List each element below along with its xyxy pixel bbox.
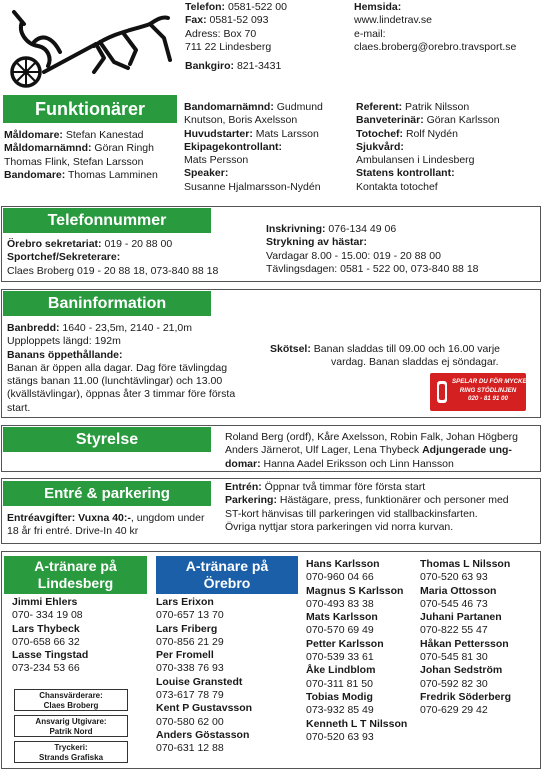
info-value: Stefan Kanestad bbox=[62, 129, 144, 141]
baninformation-title: Baninformation bbox=[47, 295, 167, 312]
styrelse-line1: Roland Berg (ordf), Kåre Axelsson, Robin Falk, Johan Högberg bbox=[225, 431, 518, 443]
info-line bbox=[184, 114, 354, 127]
trainer-name: Juhani Partanen bbox=[420, 611, 502, 624]
styrelse-members bbox=[225, 431, 539, 471]
info-value: start. bbox=[7, 401, 31, 414]
info-line bbox=[7, 362, 267, 375]
info-line bbox=[266, 250, 538, 263]
trainer-phone: 070-570 69 49 bbox=[306, 624, 374, 637]
info-label: Statens kontrollant: bbox=[356, 167, 455, 180]
entren-value: Öppnar två timmar före första start bbox=[261, 481, 426, 493]
trainer-phone: 070-520 63 93 bbox=[420, 571, 488, 584]
info-line bbox=[4, 129, 182, 142]
trainer-name: Lars Thybeck bbox=[12, 622, 80, 635]
info-line bbox=[266, 263, 538, 276]
info-line bbox=[184, 154, 354, 167]
lindesberg-list bbox=[12, 596, 147, 676]
info-line bbox=[4, 142, 182, 155]
info-line bbox=[7, 388, 267, 401]
ansvarig-utgivare-name: Patrik Nord bbox=[49, 727, 93, 736]
info-label: Sjukvård: bbox=[356, 140, 404, 153]
info-value: Thomas Lamminen bbox=[65, 168, 158, 181]
trainer-phone: 070-493 83 38 bbox=[306, 597, 374, 610]
entreavgifter-label: Entréavgifter: Vuxna 40:- bbox=[7, 512, 131, 524]
adress: Adress: Box 70 bbox=[185, 27, 257, 40]
chansvarderare-label: Chansvärderare: bbox=[39, 691, 103, 700]
contact-block bbox=[185, 1, 345, 73]
funktionarer-col2 bbox=[184, 101, 354, 194]
info-label: Huvudstarter: bbox=[184, 127, 253, 140]
info-label: Inskrivning: bbox=[266, 223, 326, 235]
info-line bbox=[184, 167, 354, 180]
trainer-name: Kenneth L T Nilsson bbox=[306, 717, 408, 730]
skotsel-label: Skötsel: bbox=[270, 343, 311, 355]
skotsel-line2: vardag. Banan sladdas ej söndagar. bbox=[331, 356, 499, 369]
info-value: Kontakta totochef bbox=[356, 180, 438, 193]
trainer-name: Jimmi Ehlers bbox=[12, 596, 78, 608]
info-line bbox=[7, 402, 267, 415]
info-value: (kvällstävlingar), öppnas åter 3 timmar före första bbox=[7, 388, 236, 401]
entreavgifter-line2: 18 år fri entré. Drive-In 40 kr bbox=[7, 525, 139, 538]
info-value: Knutson, Boris Axelsson bbox=[184, 114, 298, 127]
atranare-orebro-header bbox=[156, 556, 298, 594]
trainer-phone: 073-932 85 49 bbox=[306, 704, 374, 717]
funktionarer-col1 bbox=[4, 129, 182, 182]
info-line bbox=[7, 349, 267, 362]
trainer-name: Louise Granstedt bbox=[156, 675, 243, 688]
info-line bbox=[184, 181, 354, 194]
trotting-horse-logo bbox=[4, 2, 176, 90]
trainer-name: Thomas L Nilsson bbox=[420, 558, 511, 570]
trainer-name: Tobias Modig bbox=[306, 690, 373, 703]
info-label: Måldomare: bbox=[4, 129, 63, 141]
info-line bbox=[4, 156, 182, 169]
trainer-phone: 070-822 55 47 bbox=[420, 624, 488, 637]
info-label: Banbredd: bbox=[7, 322, 60, 334]
parkering-value: Hästägare, press, funktionärer och personer med bbox=[276, 494, 509, 507]
ort: 711 22 Lindesberg bbox=[185, 40, 272, 53]
info-value: Göran Karlsson bbox=[423, 114, 500, 127]
trainer-name: Fredrik Söderberg bbox=[420, 690, 512, 703]
styrelse-title: Styrelse bbox=[75, 431, 139, 448]
lindesberg-title-line2: Lindesberg bbox=[37, 575, 114, 591]
telefon-label: Telefon: bbox=[185, 1, 226, 13]
orebro-col1 bbox=[156, 596, 296, 756]
trainer-name: Lars Erixon bbox=[156, 596, 214, 608]
baninformation-header bbox=[3, 291, 211, 316]
chansvarderare-name: Claes Broberg bbox=[43, 701, 99, 710]
info-value: Mats Larsson bbox=[252, 127, 319, 140]
orebro-col2 bbox=[306, 558, 418, 744]
telefonnummer-title: Telefonnummer bbox=[47, 212, 167, 229]
trainer-phone: 070-658 66 32 bbox=[12, 635, 80, 648]
tryckeri-label: Tryckeri: bbox=[54, 743, 88, 752]
skotsel-block bbox=[270, 343, 538, 370]
trainer-phone: 073-234 53 66 bbox=[12, 662, 80, 675]
info-value: Gudmund bbox=[273, 101, 323, 113]
entreavgifter-block bbox=[7, 512, 222, 539]
trainer-phone: 070-856 21 29 bbox=[156, 635, 224, 648]
trainer-name: Hans Karlsson bbox=[306, 558, 380, 570]
trainer-phone: 070-545 81 30 bbox=[420, 651, 488, 664]
info-line bbox=[7, 375, 267, 388]
info-label: Speaker: bbox=[184, 167, 229, 180]
trainer-name: Magnus S Karlsson bbox=[306, 584, 404, 597]
info-line bbox=[7, 265, 262, 278]
info-label: Totochef: bbox=[356, 127, 404, 140]
orebro-title-line2: Örebro bbox=[203, 575, 251, 591]
entre-title: Entré & parkering bbox=[44, 485, 170, 502]
info-label: Banveterinär: bbox=[356, 114, 424, 127]
info-line bbox=[356, 154, 541, 167]
info-label: Sportchef/Sekreterare: bbox=[7, 251, 121, 264]
trainer-name: Kent P Gustavsson bbox=[156, 702, 253, 715]
telefon-value: 0581-522 00 bbox=[227, 1, 287, 13]
email-label: e-mail: bbox=[354, 27, 386, 40]
bankgiro-value: 821-3431 bbox=[236, 60, 282, 73]
trainer-name: Johan Sedström bbox=[420, 664, 503, 677]
trainer-phone: 070-592 82 30 bbox=[420, 677, 488, 690]
ad-line3: 020 - 81 91 00 bbox=[468, 395, 508, 402]
entre-header bbox=[3, 481, 211, 506]
baninformation-left bbox=[7, 322, 267, 415]
adjungerade-label-cont: domar: bbox=[225, 457, 261, 470]
info-label: Bandomare: bbox=[4, 168, 66, 181]
parkering-block bbox=[225, 481, 539, 534]
info-label: Måldomarnämnd: bbox=[4, 142, 92, 155]
ad-line2: RING STÖDLINJEN bbox=[459, 386, 517, 394]
info-value: 1640 - 23,5m, 2140 - 21,0m bbox=[59, 322, 192, 334]
info-label: Bandomarnämnd: bbox=[184, 101, 274, 113]
info-line bbox=[7, 335, 267, 348]
funktionarer-col3 bbox=[356, 101, 541, 194]
info-line bbox=[356, 181, 541, 194]
info-line bbox=[184, 101, 354, 114]
trainer-name: Åke Lindblom bbox=[306, 664, 376, 677]
skotsel-line1: Banan sladdas till 09.00 och 16.00 varje bbox=[310, 343, 500, 355]
info-line bbox=[356, 141, 541, 154]
info-value: Banan är öppen alla dagar. Dag före tävlingdag bbox=[7, 361, 228, 374]
info-line bbox=[4, 169, 182, 182]
info-value: Claes Broberg 019 - 20 88 18, 073-840 88 18 bbox=[7, 264, 219, 277]
ansvarig-utgivare-label: Ansvarig Utgivare: bbox=[35, 717, 107, 726]
lindesberg-title-line1: A-tränare på bbox=[34, 558, 117, 574]
ad-line1: SPELAR DU FÖR MYCKET? bbox=[452, 378, 535, 385]
telefonnummer-right bbox=[266, 223, 538, 276]
info-value: Mats Persson bbox=[184, 154, 249, 167]
trainer-name: Lars Friberg bbox=[156, 622, 218, 635]
info-line bbox=[7, 238, 262, 251]
trainer-name: Mats Karlsson bbox=[306, 611, 378, 624]
info-value: Ambulansen i Lindesberg bbox=[356, 154, 475, 167]
orebro-col3 bbox=[420, 558, 538, 718]
trainer-name: Lasse Tingstad bbox=[12, 649, 89, 662]
info-line bbox=[356, 167, 541, 180]
info-value: Rolf Nydén bbox=[403, 127, 458, 140]
info-value: Patrik Nilsson bbox=[402, 101, 470, 113]
stodlinjen-ad bbox=[430, 373, 535, 411]
trainer-name: Maria Ottosson bbox=[420, 584, 497, 597]
entreavgifter-value: , ungdom under bbox=[130, 512, 205, 524]
info-line bbox=[356, 101, 541, 114]
bankgiro-label: Bankgiro: bbox=[185, 60, 235, 73]
info-line bbox=[184, 141, 354, 154]
info-line bbox=[7, 322, 267, 335]
chansvarderare-box bbox=[14, 689, 128, 711]
trainer-name: Håkan Pettersson bbox=[420, 637, 509, 650]
trainer-phone: 070-960 04 66 bbox=[306, 571, 374, 584]
adjungerade-names: Hanna Aadel Eriksson och Linn Hansson bbox=[260, 457, 454, 470]
web-block bbox=[354, 1, 539, 54]
atranare-lindesberg-header bbox=[4, 556, 147, 594]
info-label: Örebro sekretariat: bbox=[7, 238, 102, 250]
phone-icon bbox=[434, 380, 450, 404]
trainer-phone: 073-617 78 79 bbox=[156, 689, 224, 702]
info-value: Göran Ringh bbox=[91, 142, 154, 155]
styrelse-line2: Anders Järnerot, Ulf Lager, Lena Thybeck bbox=[225, 444, 423, 457]
trainer-phone: 070-657 13 70 bbox=[156, 609, 224, 622]
ansvarig-utgivare-box bbox=[14, 715, 128, 737]
info-line bbox=[7, 251, 262, 264]
info-value: 076-134 49 06 bbox=[325, 223, 397, 235]
info-value: Tävlingsdagen: 0581 - 522 00, 073-840 88 18 bbox=[266, 262, 479, 275]
trainer-phone: 070-545 46 73 bbox=[420, 597, 488, 610]
info-label: Banans öppethållande: bbox=[7, 348, 123, 361]
trainer-phone: 070-629 29 42 bbox=[420, 704, 488, 717]
info-value: Thomas Flink, Stefan Larsson bbox=[4, 155, 144, 168]
trainer-phone: 070-631 12 88 bbox=[156, 742, 224, 755]
fax-label: Fax: bbox=[185, 14, 207, 27]
info-line bbox=[356, 128, 541, 141]
tryckeri-name: Strands Grafiska bbox=[38, 753, 104, 762]
fax-value: 0581-52 093 bbox=[209, 14, 269, 27]
adjungerade-label: Adjungerade ung- bbox=[422, 444, 512, 457]
info-line bbox=[184, 128, 354, 141]
trainer-name: Per Fromell bbox=[156, 649, 214, 662]
parkering-line3: Övriga nyttjar stora parkeringen vid norra kurvan. bbox=[225, 520, 454, 533]
info-value: 019 - 20 88 00 bbox=[101, 238, 173, 250]
info-line bbox=[266, 236, 538, 249]
trainer-name: Petter Karlsson bbox=[306, 637, 384, 650]
funktionarer-header bbox=[3, 95, 177, 123]
info-value: Susanne Hjalmarsson-Nydén bbox=[184, 180, 321, 193]
trainer-phone: 070-520 63 93 bbox=[306, 730, 374, 743]
funktionarer-title: Funktionärer bbox=[34, 99, 145, 119]
email-link[interactable]: claes.broberg@orebro.travsport.se bbox=[354, 40, 517, 53]
orebro-title-line1: A-tränare på bbox=[185, 558, 269, 574]
trainer-phone: 070-539 33 61 bbox=[306, 651, 374, 664]
trainer-phone: 070- 334 19 08 bbox=[12, 609, 83, 622]
hemsida-label: Hemsida: bbox=[354, 1, 402, 13]
parkering-label: Parkering: bbox=[225, 494, 277, 507]
telefonnummer-header bbox=[3, 208, 211, 233]
trainer-phone: 070-580 62 00 bbox=[156, 715, 224, 728]
info-label: Ekipagekontrollant: bbox=[184, 140, 283, 153]
info-label: Referent: bbox=[356, 101, 403, 113]
info-value: Upploppets längd: 192m bbox=[7, 335, 121, 348]
telefonnummer-left bbox=[7, 238, 262, 278]
info-line bbox=[266, 223, 538, 236]
info-label: Strykning av hästar: bbox=[266, 236, 367, 249]
trainer-phone: 070-338 76 93 bbox=[156, 662, 224, 675]
info-value: stängs banan 11.00 (lunchtävlingar) och 13.00 bbox=[7, 375, 223, 388]
styrelse-header bbox=[3, 427, 211, 452]
parkering-line2: ST-kort hänvisas till parkeringen vid stallbackinsfarten. bbox=[225, 507, 478, 520]
trainer-phone: 070-311 81 50 bbox=[306, 677, 373, 690]
tryckeri-box bbox=[14, 741, 128, 763]
trainer-name: Anders Göstasson bbox=[156, 728, 250, 741]
hemsida-link[interactable]: www.lindetrav.se bbox=[354, 14, 433, 27]
info-line bbox=[356, 114, 541, 127]
entren-label: Entrén: bbox=[225, 481, 262, 493]
info-value: Vardagar 8.00 - 15.00: 019 - 20 88 00 bbox=[266, 249, 441, 262]
